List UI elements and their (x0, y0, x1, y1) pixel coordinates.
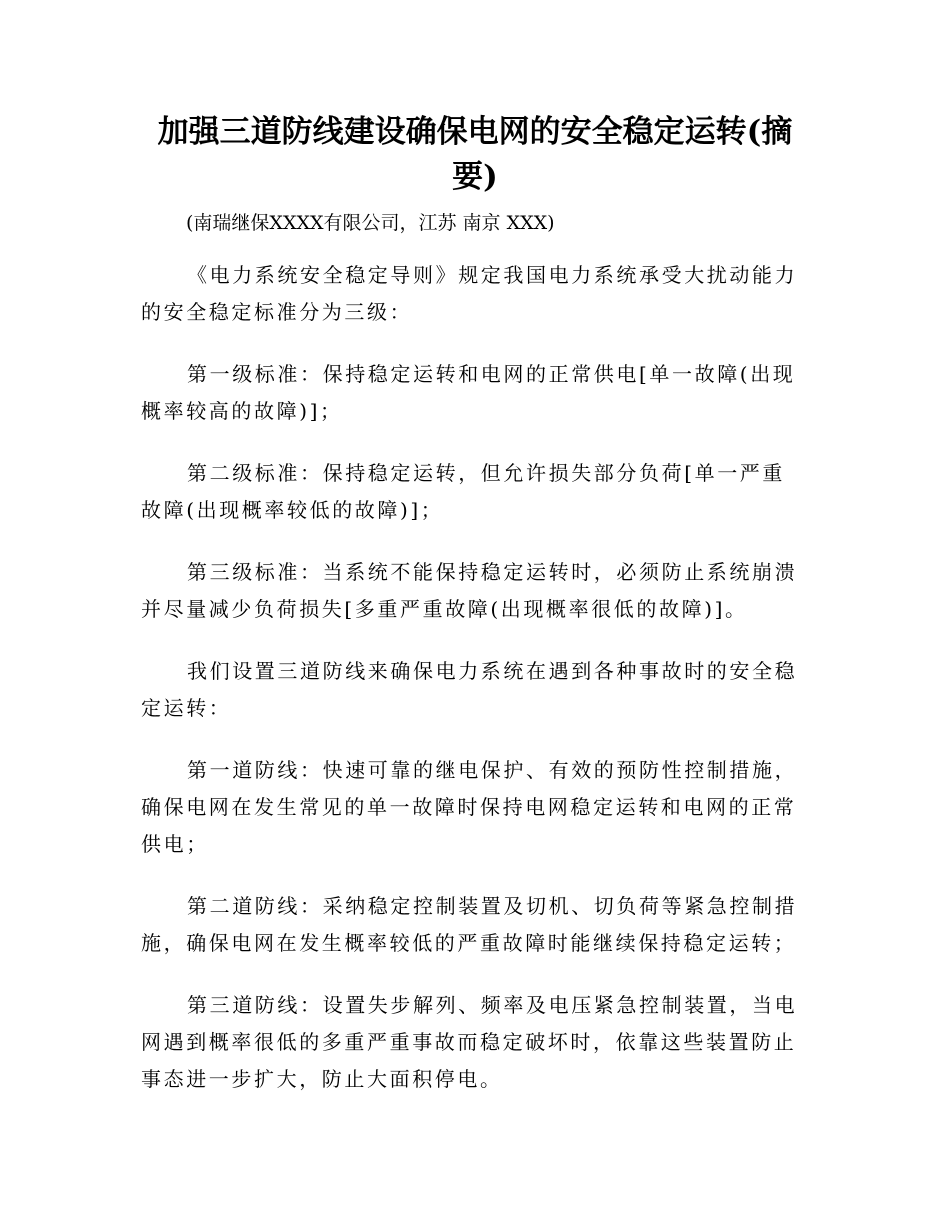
paragraph-intro: 《电力系统安全稳定导则》规定我国电力系统承受大扰动能力的安全稳定标准分为三级： (141, 263, 798, 324)
paragraph-level-two-standard: 第二级标准：保持稳定运转，但允许损失部分负荷[单一严重故障(出现概率较低的故障)]； (141, 461, 786, 522)
paragraph-second-defense-line: 第二道防线：采纳稳定控制装置及切机、切负荷等紧急控制措施，确保电网在发生概率较低的严重故障时能继续保持稳定运转； (141, 894, 798, 955)
author-affiliation: (南瑞继保XXXX有限公司，江苏 南京 XXX) (186, 212, 555, 234)
paragraph-three-defense-lines: 我们设置三道防线来确保电力系统在遇到各种事故时的安全稳定运转： (141, 659, 798, 720)
paragraph-level-three-standard: 第三级标准：当系统不能保持稳定运转时，必须防止系统崩溃并尽量减少负荷损失[多重严重故障(出现概率很低的故障)]。 (141, 560, 798, 621)
document-body (141, 257, 805, 1123)
paragraph-third-defense-line: 第三道防线：设置失步解列、频率及电压紧急控制装置，当电网遇到概率很低的多重严重事故而稳定破坏时，依靠这些装置防止事态进一步扩大，防止大面积停电。 (141, 993, 798, 1091)
document-title: 加强三道防线建设确保电网的安全稳定运转(摘要) (157, 114, 793, 195)
paragraph-level-one-standard: 第一级标准：保持稳定运转和电网的正常供电[单一故障(出现概率较高的故障)]； (141, 362, 796, 423)
paragraph-first-defense-line: 第一道防线：快速可靠的继电保护、有效的预防性控制措施，确保电网在发生常见的单一故障时保持电网稳定运转和电网的正常供电； (141, 758, 798, 856)
